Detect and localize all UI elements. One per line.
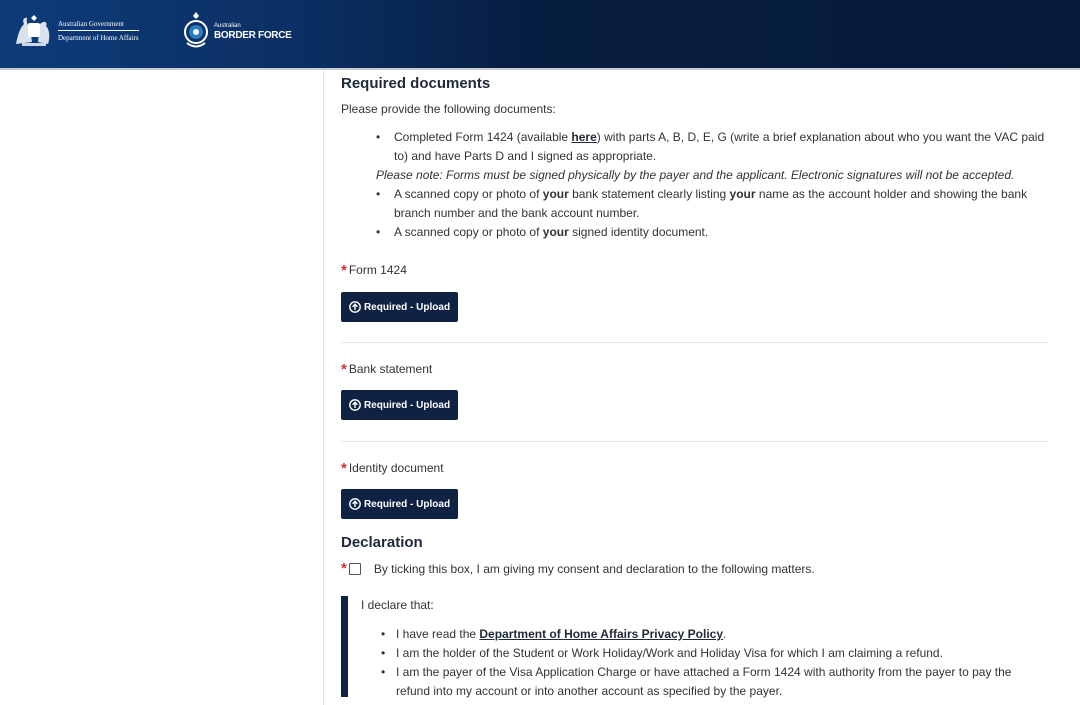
section-divider bbox=[341, 441, 1047, 442]
bank-statement-upload-button[interactable]: Required - Upload bbox=[341, 390, 458, 420]
declaration-box bbox=[341, 596, 1047, 696]
required-documents-heading: Required documents bbox=[341, 75, 491, 92]
site-header bbox=[0, 0, 1080, 68]
declaration-list bbox=[381, 625, 1041, 701]
declaration-heading: Declaration bbox=[341, 534, 423, 551]
required-documents-intro: Please provide the following documents: bbox=[341, 102, 556, 116]
bullet: • bbox=[376, 187, 381, 201]
bullet: • bbox=[381, 646, 386, 660]
bullet: • bbox=[381, 665, 386, 679]
required-documents-list bbox=[376, 128, 1046, 242]
form-1424-link[interactable]: here bbox=[571, 130, 597, 144]
form-1424-label: * Form 1424 bbox=[341, 262, 407, 279]
bullet: • bbox=[381, 627, 386, 641]
section-divider bbox=[341, 342, 1047, 343]
consent-row bbox=[341, 560, 815, 577]
required-marker: * bbox=[341, 560, 347, 577]
list-item: • Completed Form 1424 (available here) with parts A, B, D, E, G (write a brief explanation about who you want the VAC paid to) and have Parts D and I signed as appropriate. Please note: Forms must be signed physically by the payer and the applicant. Electronic signatures will not be accepted. bbox=[376, 128, 1046, 185]
gov-name: Australian Government bbox=[58, 19, 139, 31]
required-marker: * bbox=[341, 460, 347, 477]
list-item: • A scanned copy or photo of your signed identity document. bbox=[376, 223, 1046, 242]
identity-document-label: * Identity document bbox=[341, 460, 444, 477]
australian-government-logo[interactable] bbox=[12, 14, 139, 48]
declaration-accent-bar bbox=[341, 596, 348, 697]
form-1424-upload-button[interactable]: Required - Upload bbox=[341, 292, 458, 322]
bullet: • bbox=[376, 130, 381, 144]
content-left-border bbox=[323, 70, 324, 705]
abf-name: BORDER FORCE bbox=[214, 30, 292, 41]
upload-arrow-icon bbox=[349, 399, 361, 411]
border-force-logo[interactable] bbox=[182, 10, 292, 52]
declaration-intro: I declare that: bbox=[361, 598, 434, 612]
list-item: • I have read the Department of Home Affairs Privacy Policy. bbox=[381, 625, 1041, 644]
upload-arrow-icon bbox=[349, 498, 361, 510]
coat-of-arms-icon bbox=[12, 14, 54, 48]
consent-label[interactable]: By ticking this box, I am giving my consent and declaration to the following matters. bbox=[373, 561, 815, 576]
consent-checkbox[interactable] bbox=[349, 563, 361, 575]
list-item: • I am the holder of the Student or Work Holiday/Work and Holiday Visa for which I am claiming a refund. bbox=[381, 644, 1041, 663]
identity-document-upload-button[interactable]: Required - Upload bbox=[341, 489, 458, 519]
bank-statement-label: * Bank statement bbox=[341, 361, 433, 378]
border-force-badge-icon bbox=[182, 10, 210, 52]
required-marker: * bbox=[341, 361, 347, 378]
bullet: • bbox=[376, 225, 381, 239]
header-divider bbox=[0, 68, 1080, 70]
abf-small-text: Australian bbox=[214, 23, 241, 29]
list-item: • A scanned copy or photo of your bank statement clearly listing your name as the account holder and showing the bank branch number and the bank account number. bbox=[376, 187, 1028, 220]
signature-note: Please note: Forms must be signed physically by the payer and the applicant. Electronic signatures will not be accepted. bbox=[376, 168, 1015, 182]
list-item: • I am the payer of the Visa Application Charge or have attached a Form 1424 with authority from the payer to pay the refund into my account or into another account as specified by the payer. bbox=[381, 665, 1012, 698]
department-name: Department of Home Affairs bbox=[58, 34, 139, 42]
privacy-policy-link[interactable]: Department of Home Affairs Privacy Policy bbox=[479, 627, 724, 641]
upload-arrow-icon bbox=[349, 301, 361, 313]
required-marker: * bbox=[341, 262, 347, 279]
